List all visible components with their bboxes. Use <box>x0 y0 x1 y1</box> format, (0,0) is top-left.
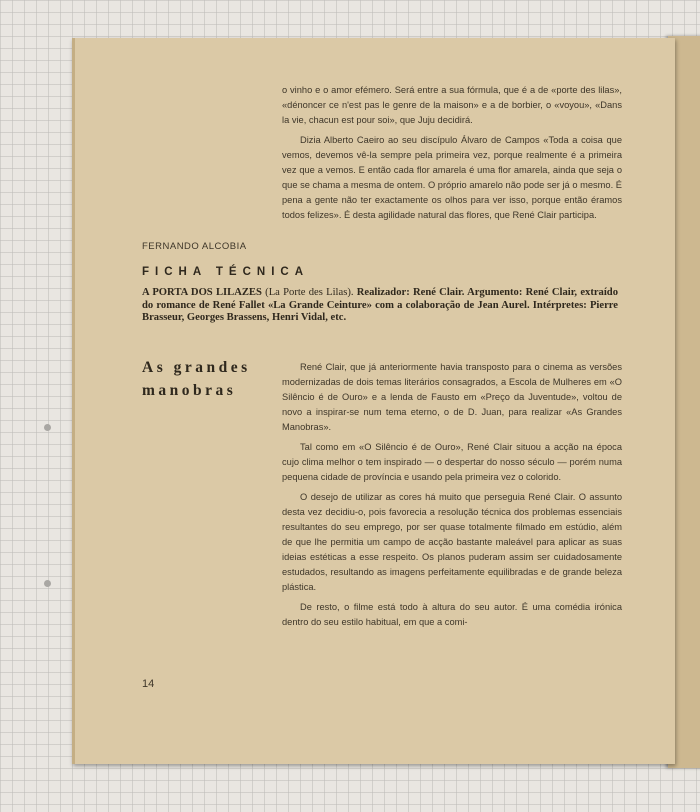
punch-hole-2 <box>44 580 51 587</box>
paragraph: De resto, o filme está todo à altura do seu autor. É uma comédia irónica dentro do seu estilo habitual, em que a comi- <box>282 602 622 627</box>
punch-hole-1 <box>44 424 51 431</box>
author-signature: FERNANDO ALCOBIA <box>142 241 247 252</box>
paragraph: René Clair, que já anteriormente havia transposto para o cinema as versões modernizadas de dois temas literários consagrados, a Escola de Mulheres em «O Silêncio é de Ouro» e a lenda de Fausto em «Preço da Juventude», voltou de novo a inspirar-se num tema eterno, o de D. Juan, para realizar «As Grandes Manobras». <box>282 362 622 432</box>
film-credits: Realizador: René Clair. Argumento: René Clair, extraído do romance de René Fallet «La Grande Ceinture» com a colaboração de Jean Aurel. Intérpretes: Pierre Brasseur, Georges Brassens, Henri Vidal, etc. <box>142 287 618 323</box>
paragraph: Tal como em «O Silêncio é de Ouro», René Clair situou a acção na época cujo clima melhor o tem inspirado — o despertar do nosso século — porém numa pequena cidade de província e usando pela primeira vez o colorido. <box>282 442 622 482</box>
section-title <box>142 356 262 402</box>
section-title-line: As grandes <box>142 359 251 376</box>
ficha-tecnica-heading: FICHA TÉCNICA <box>142 266 310 278</box>
paragraph: Dizia Alberto Caeiro ao seu discípulo Álvaro de Campos «Toda a coisa que vemos, devemos vê-la sempre pela primeira vez, porque realmente é a primeira vez que a vemos. E então cada flor amarela é uma flor amarela, ainda que seja o que se chama a mesma de ontem. O próprio amarelo não pode ser já o mesmo. É pena a gente não ter exactamente os olhos para ver isso, porque então éramos todos felizes». É desta agilidade natural das flores, que René Clair participa. <box>282 135 622 220</box>
page-number: 14 <box>142 678 155 690</box>
ficha-tecnica-credits <box>142 287 618 325</box>
film-original-title: (La Porte des Lilas). <box>265 287 354 298</box>
paragraph: o vinho e o amor efémero. Será entre a sua fórmula, que é a de «porte des lilas», «dénoncer ce n'est pas le genre de la maison» e a de borbier, o «voyou», «Dans la vie, chacun est pour soi», que Juju decidirá. <box>282 85 622 125</box>
section-title-line: manobras <box>142 382 237 399</box>
paragraph: O desejo de utilizar as cores há muito que perseguia René Clair. O assunto desta vez decidiu-o, pois favorecia a resolução técnica dos problemas essenciais resultantes do seu emprego, por ser quase totalmente filmado em estúdio, além de que lhe permitia um campo de acção bastante maleável para aplicar as suas ideias estéticas a esse respeito. Os planos puderam assim ser cuidadosamente estudados, resultando as imagens perfeitamente equilibradas e de grande beleza plástica. <box>282 492 622 592</box>
film-title: A PORTA DOS LILAZES <box>142 287 262 298</box>
body-text-block <box>282 360 622 630</box>
top-text-block <box>282 83 622 223</box>
